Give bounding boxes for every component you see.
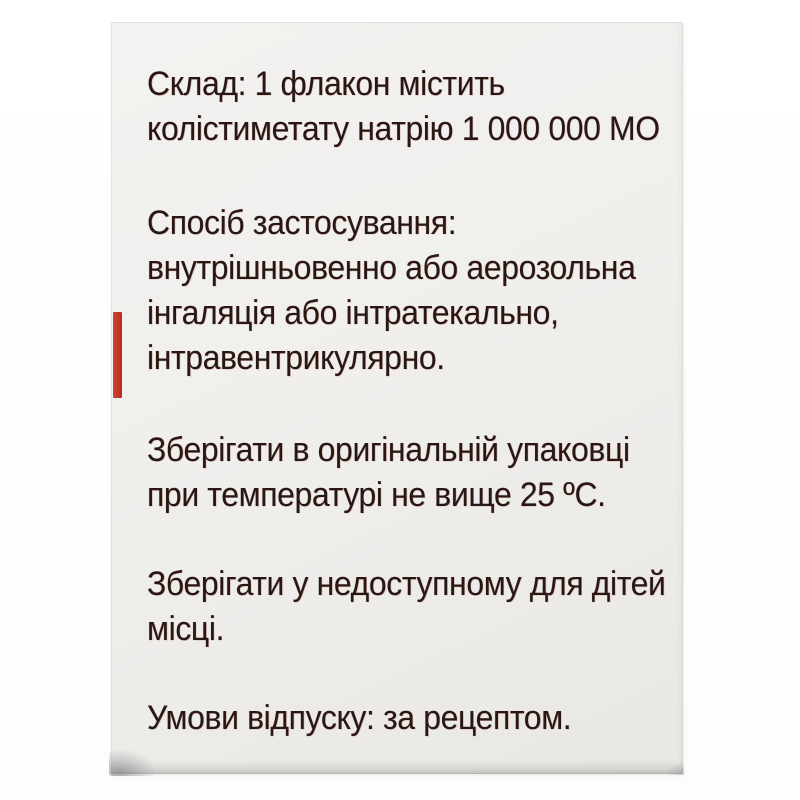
storage-temperature-line: при температурі не вище 25 ºС. [147,476,606,514]
administration-line: внутрішньовенно або аерозольна [147,249,636,287]
red-accent-bar [113,312,122,398]
section-storage-children [147,562,666,652]
storage-children-line: місці. [147,610,225,648]
composition-line: Склад: 1 флакон містить [147,65,505,103]
administration-line: Спосіб застосування: [147,204,457,242]
label-text-area [147,22,667,774]
medicine-package-back [111,22,683,774]
section-dispensing [147,696,571,741]
bottom-right-shadow [666,763,684,775]
storage-children-line: Зберігати у недоступному для дітей [147,565,666,603]
administration-line: інгаляція або інтратекально, [147,294,559,332]
section-composition [147,62,660,152]
storage-temperature-line: Зберігати в оригінальній упаковці [147,431,630,469]
bottom-left-shadow [109,750,155,776]
dispensing-line: Умови відпуску: за рецептом. [147,699,572,737]
administration-line: інтравентрикулярно. [147,339,445,377]
package-bottom-edge [111,760,683,774]
section-storage-temperature [147,428,630,518]
composition-line: колістиметату натрію 1 000 000 МО [147,110,660,148]
section-administration [147,201,635,381]
